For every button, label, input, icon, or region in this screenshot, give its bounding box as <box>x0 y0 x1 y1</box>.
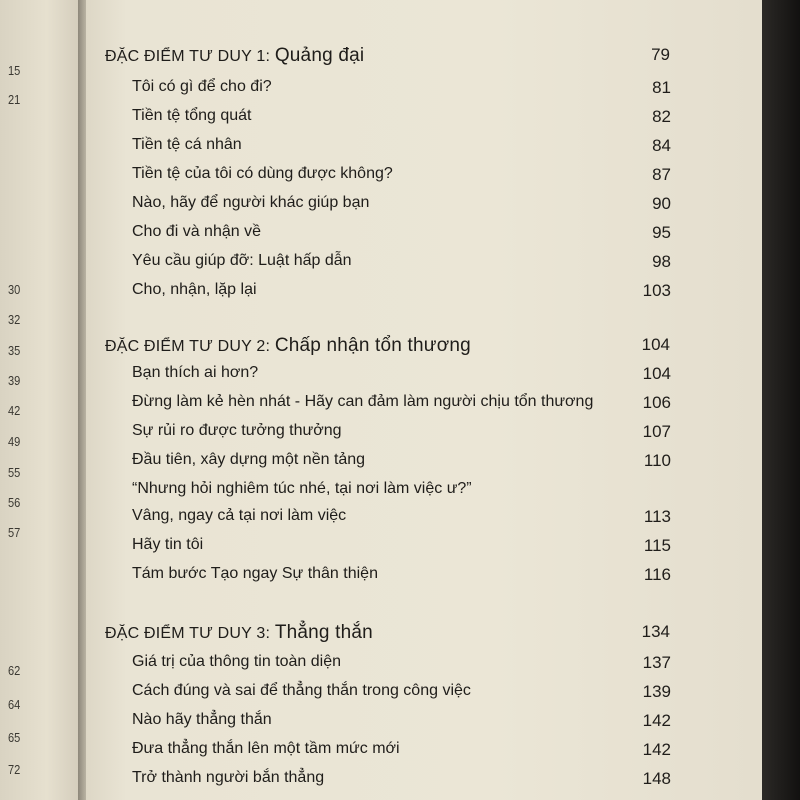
entry-page-number: 82 <box>652 107 671 126</box>
entry-title: Trở thành người bắn thẳng <box>132 769 325 786</box>
left-page-number: 64 <box>8 697 21 712</box>
toc-entry <box>86 480 762 504</box>
left-page-number: 49 <box>8 434 21 449</box>
toc-entry <box>86 711 762 735</box>
section-name: Quảng đại <box>274 45 365 66</box>
entry-page-number: 142 <box>642 740 671 759</box>
left-page <box>0 0 78 800</box>
entry-title: Đầu tiên, xây dựng một nền tảng <box>132 451 366 468</box>
entry-title: Nào, hãy để người khác giúp bạn <box>132 194 370 211</box>
section-prefix: ĐẶC ĐIỂM TƯ DUY 1: <box>105 48 271 65</box>
entry-page-number: 113 <box>643 507 671 526</box>
entry-title: Tôi có gì để cho đi? <box>132 78 272 95</box>
toc-entry <box>86 165 762 189</box>
toc-entry <box>86 565 762 589</box>
entry-page-number: 98 <box>652 252 671 271</box>
entry-page-number: 110 <box>643 451 671 470</box>
toc-entry <box>86 769 762 793</box>
entry-page-number: 116 <box>643 565 671 584</box>
entry-page-number: 103 <box>642 281 671 300</box>
toc-entry <box>86 281 762 305</box>
section-name: Chấp nhận tổn thương <box>274 335 471 356</box>
toc-entry <box>86 223 762 247</box>
section-heading <box>86 335 762 359</box>
toc-entry <box>86 740 762 764</box>
entry-title: Bạn thích ai hơn? <box>132 364 259 381</box>
left-page-number: 15 <box>8 63 21 78</box>
entry-title: Yêu cầu giúp đỡ: Luật hấp dẫn <box>132 252 352 269</box>
entry-title: Cách đúng và sai để thẳng thắn trong công việc <box>132 682 471 699</box>
entry-title: Cho đi và nhận về <box>132 223 261 240</box>
toc-entry <box>86 422 762 446</box>
entry-title: Giá trị của thông tin toàn diện <box>132 653 342 670</box>
entry-page-number: 148 <box>642 769 671 788</box>
left-page-number: 57 <box>8 525 21 540</box>
section-page-number: 104 <box>641 335 670 354</box>
entry-title: Đừng làm kẻ hèn nhát - Hãy can đảm làm người chịu tổn thương <box>132 393 594 410</box>
entry-title: Nào hãy thẳng thắn <box>132 711 272 728</box>
toc-entry <box>86 107 762 131</box>
toc-entry <box>86 136 762 160</box>
left-page-number: 42 <box>8 403 21 418</box>
section-page-number: 134 <box>641 622 670 641</box>
entry-title: Tiền tệ của tôi có dùng được không? <box>132 165 393 182</box>
toc-entry <box>86 536 762 560</box>
left-page-number: 39 <box>8 373 21 388</box>
entry-title: Sự rủi ro được tưởng thưởng <box>132 422 342 439</box>
toc-entry <box>86 78 762 102</box>
left-page-number: 65 <box>8 730 21 745</box>
left-page-number: 32 <box>8 312 21 327</box>
entry-title: Tám bước Tạo ngay Sự thân thiện <box>132 565 378 582</box>
section-prefix: ĐẶC ĐIỂM TƯ DUY 2: <box>105 338 271 355</box>
entry-title: Tiền tệ tổng quát <box>132 107 252 124</box>
toc-entry <box>86 682 762 706</box>
section-heading <box>86 45 762 69</box>
section-prefix: ĐẶC ĐIỂM TƯ DUY 3: <box>105 625 271 642</box>
left-page-number: 21 <box>8 92 21 107</box>
book-gutter <box>78 0 86 800</box>
entry-page-number: 87 <box>652 165 671 184</box>
entry-page-number: 81 <box>652 78 671 97</box>
dark-background-edge <box>762 0 800 800</box>
entry-page-number: 142 <box>642 711 671 730</box>
entry-title: Tiền tệ cá nhân <box>132 136 242 153</box>
left-page-number: 56 <box>8 495 21 510</box>
entry-title: Đưa thẳng thắn lên một tầm mức mới <box>132 740 400 757</box>
entry-page-number: 139 <box>642 682 671 701</box>
left-page-number: 62 <box>8 663 21 678</box>
entry-title: Vâng, ngay cả tại nơi làm việc <box>132 507 347 524</box>
left-page-number: 35 <box>8 343 21 358</box>
toc-entry <box>86 252 762 276</box>
entry-title: Hãy tin tôi <box>132 536 204 553</box>
entry-title: Cho, nhận, lặp lại <box>132 281 257 298</box>
entry-page-number: 137 <box>642 653 671 672</box>
left-page-number: 55 <box>8 465 21 480</box>
entry-page-number: 84 <box>652 136 671 155</box>
section-name: Thẳng thắn <box>274 622 373 643</box>
toc-entry <box>86 507 762 531</box>
toc-entry <box>86 194 762 218</box>
entry-page-number: 106 <box>642 393 671 412</box>
left-page-number: 72 <box>8 762 21 777</box>
section-heading <box>86 622 762 646</box>
entry-page-number: 115 <box>643 536 671 555</box>
entry-title: “Nhưng hỏi nghiêm túc nhé, tại nơi làm việc ư?” <box>132 480 472 497</box>
table-of-contents-page <box>86 0 762 800</box>
left-page-number: 30 <box>8 282 21 297</box>
toc-entry <box>86 653 762 677</box>
entry-page-number: 104 <box>642 364 671 383</box>
toc-entry <box>86 393 762 417</box>
entry-page-number: 107 <box>642 422 671 441</box>
entry-page-number: 95 <box>652 223 671 242</box>
section-page-number: 79 <box>651 45 670 64</box>
toc-entry <box>86 451 762 475</box>
entry-page-number: 90 <box>652 194 671 213</box>
toc-entry <box>86 364 762 388</box>
